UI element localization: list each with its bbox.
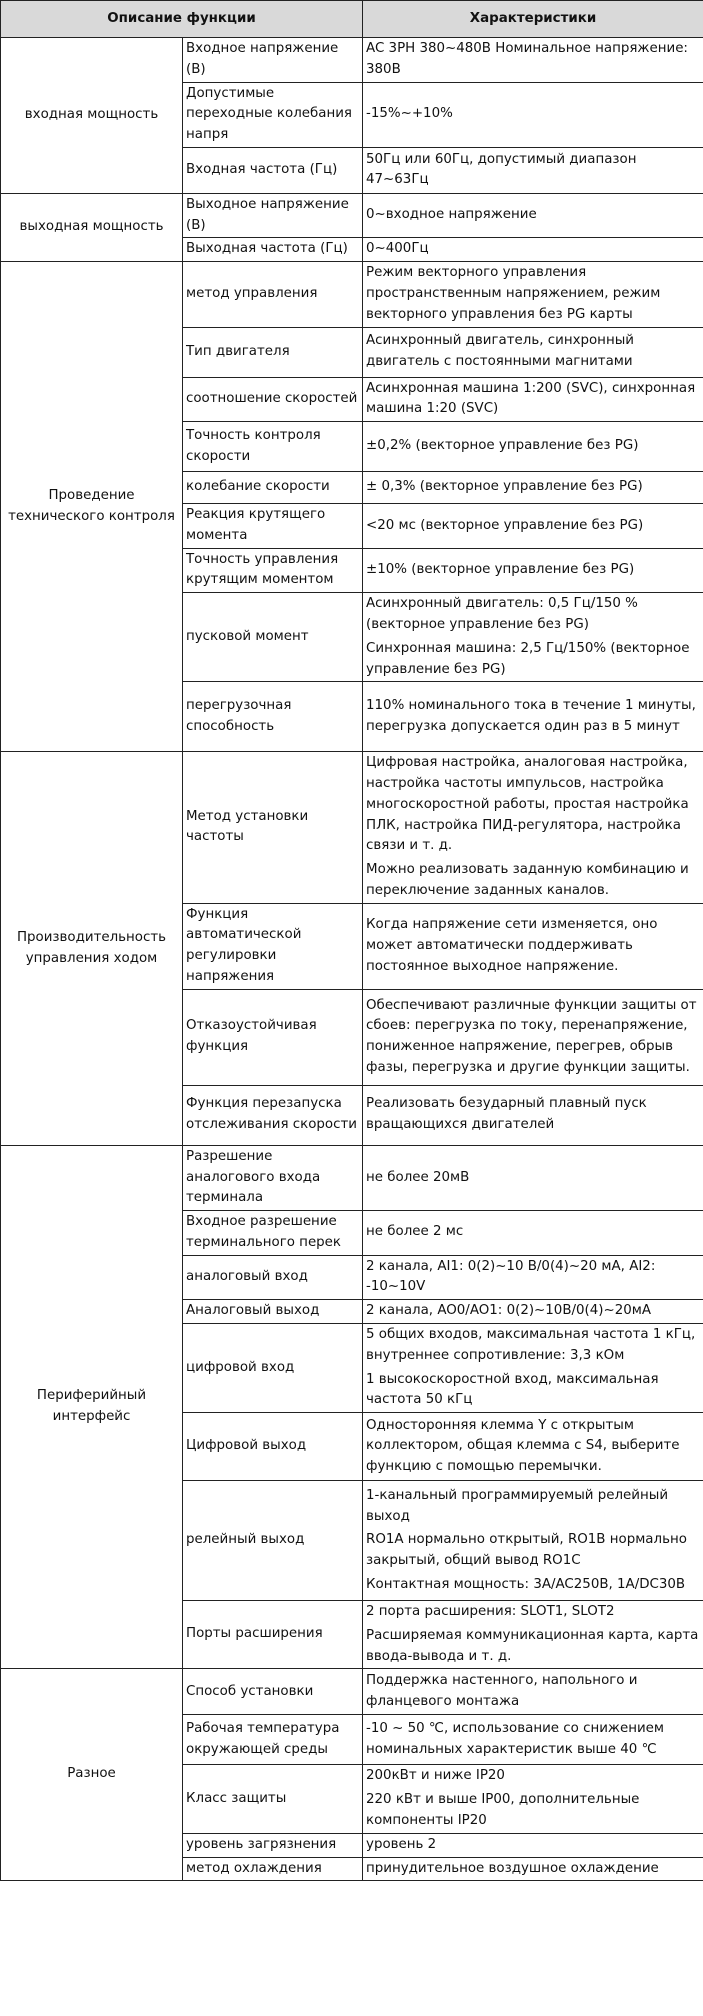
header-row — [1, 1, 703, 38]
table-row — [1, 38, 703, 83]
function-name-cell: Входная частота (Гц) — [183, 147, 363, 193]
characteristic-cell — [363, 682, 703, 752]
characteristic-text: Асинхронный двигатель, синхронный двигатель с постоянными магнитами — [366, 333, 634, 370]
characteristic-text: Можно реализовать заданную комбинацию и переключение заданных каналов. — [366, 862, 689, 898]
characteristic-text: ± 0,3% (векторное управление без PG) — [366, 479, 643, 495]
characteristic-cell — [363, 1211, 703, 1256]
characteristic-text: Синхронная машина: 2,5 Гц/150% (векторное управление без PG) — [366, 640, 690, 677]
characteristic-cell — [363, 82, 703, 147]
characteristic-text: -15%~+10% — [366, 106, 453, 122]
characteristic-cell — [363, 752, 703, 903]
characteristic-text: 1 высокоскоростной вход, максимальная частота 50 кГц — [366, 1371, 659, 1408]
characteristic-text: Когда напряжение сети изменяется, оно может автоматически поддерживать постоянное выходное напряжение. — [366, 917, 658, 974]
table-row — [1, 1145, 703, 1210]
function-name-cell: Допустимые переходные колебания напря — [183, 82, 363, 147]
characteristic-text: Реализовать безударный плавный пуск вращающихся двигателей — [366, 1096, 647, 1133]
characteristic-text: Поддержка настенного, напольного и фланцевого монтажа — [366, 1673, 638, 1709]
table-header — [1, 1, 703, 38]
function-name-cell: Аналоговый выход — [183, 1300, 363, 1324]
characteristic-text: 110% номинального тока в течение 1 минуты, перегрузка допускается один раз в 5 минут — [366, 698, 696, 734]
function-name-cell: Реакция крутящего момента — [183, 504, 363, 549]
table-row — [1, 752, 703, 903]
function-name-cell: аналоговый вход — [183, 1255, 363, 1300]
characteristic-text: -10 ~ 50 ℃, использование со снижением номинальных характеристик выше 40 ℃ — [366, 1721, 665, 1757]
category-cell: выходная мощность — [1, 193, 183, 262]
function-name-cell: соотношение скоростей — [183, 377, 363, 422]
characteristic-cell — [363, 1300, 703, 1324]
characteristic-text: 200кВт и ниже IP20 — [366, 1768, 505, 1784]
function-name-cell: метод охлаждения — [183, 1857, 363, 1881]
characteristic-text: AC 3PH 380~480В Номинальное напряжение: 380В — [366, 41, 688, 77]
characteristic-cell — [363, 1669, 703, 1715]
characteristic-text: уровень 2 — [366, 1836, 437, 1852]
characteristic-text: RO1A нормально открытый, RO1B нормально закрытый, общий вывод RO1C — [366, 1532, 687, 1569]
characteristic-cell — [363, 1413, 703, 1481]
characteristic-text: 5 общих входов, максимальная частота 1 кГц, внутреннее сопротивление: 3,3 кОм — [366, 1327, 696, 1363]
function-name-cell: Рабочая температура окружающей среды — [183, 1715, 363, 1765]
characteristic-cell — [363, 377, 703, 422]
characteristic-text: 0~400Гц — [366, 241, 429, 257]
characteristic-cell — [363, 327, 703, 377]
characteristic-text: Контактная мощность: 3A/AC250В, 1A/DC30В — [366, 1576, 686, 1592]
characteristic-cell — [363, 262, 703, 327]
characteristic-cell — [363, 147, 703, 193]
characteristic-cell — [363, 1833, 703, 1857]
characteristic-text: не более 2 мс — [366, 1224, 464, 1240]
characteristic-cell — [363, 989, 703, 1085]
characteristic-cell — [363, 422, 703, 472]
function-name-cell: Тип двигателя — [183, 327, 363, 377]
header-function-description: Описание функции — [1, 1, 363, 38]
function-name-cell: Метод установки частоты — [183, 752, 363, 903]
characteristic-text: <20 мс (векторное управление без PG) — [366, 517, 644, 533]
header-characteristics: Характеристики — [363, 1, 703, 38]
characteristic-text: 1-канальный программируемый релейный выход — [366, 1487, 669, 1524]
characteristic-cell — [363, 1324, 703, 1413]
function-name-cell: Функция перезапуска отслеживания скорости — [183, 1085, 363, 1145]
characteristic-text: принудительное воздушное охлаждение — [366, 1860, 659, 1876]
table-row — [1, 1669, 703, 1715]
function-name-cell: Входное разрешение терминального перек — [183, 1211, 363, 1256]
table-row — [1, 262, 703, 327]
table-row — [1, 193, 703, 238]
characteristic-cell — [363, 1255, 703, 1300]
characteristic-text: Цифровая настройка, аналоговая настройка, настройка частоты импульсов, настройка многоскоростной работы, простая настройка ПЛК, настройка ПИД-регулятора, настройка связи и т. д. — [366, 755, 689, 854]
function-name-cell: Функция автоматической регулировки напряжения — [183, 903, 363, 989]
characteristic-text: 0~входное напряжение — [366, 207, 537, 223]
characteristic-cell — [363, 1857, 703, 1881]
characteristic-cell — [363, 38, 703, 83]
characteristic-cell — [363, 593, 703, 682]
characteristic-text: 2 канала, AI1: 0(2)~10 В/0(4)~20 мА, AI2: -10~10V — [366, 1258, 656, 1295]
function-name-cell: колебание скорости — [183, 472, 363, 504]
characteristic-cell — [363, 1085, 703, 1145]
characteristic-cell — [363, 1601, 703, 1669]
characteristic-cell — [363, 238, 703, 262]
category-cell: Периферийный интерфейс — [1, 1145, 183, 1669]
characteristic-text: Асинхронный двигатель: 0,5 Гц/150 % (векторное управление без PG) — [366, 596, 638, 633]
function-name-cell: Выходная частота (Гц) — [183, 238, 363, 262]
characteristic-cell — [363, 903, 703, 989]
function-name-cell: уровень загрязнения — [183, 1833, 363, 1857]
characteristic-cell — [363, 1765, 703, 1833]
function-name-cell: релейный выход — [183, 1481, 363, 1601]
characteristic-text: Асинхронная машина 1:200 (SVC), синхронная машина 1:20 (SVC) — [366, 380, 696, 417]
function-name-cell: Способ установки — [183, 1669, 363, 1715]
function-name-cell: Входное напряжение (В) — [183, 38, 363, 83]
characteristic-text: Режим векторного управления пространственным напряжением, режим векторного управления без PG карты — [366, 265, 661, 322]
characteristic-text: ±0,2% (векторное управление без PG) — [366, 438, 639, 454]
characteristic-text: Расширяемая коммуникационная карта, карта ввода-вывода и т. д. — [366, 1627, 699, 1664]
category-cell: Разное — [1, 1669, 183, 1881]
function-name-cell: Порты расширения — [183, 1601, 363, 1669]
function-name-cell: Цифровой выход — [183, 1413, 363, 1481]
characteristic-cell — [363, 1481, 703, 1601]
category-cell: Производительность управления ходом — [1, 752, 183, 1145]
characteristic-text: Обеспечивают различные функции защиты от сбоев: перегрузка по току, перенапряжение, пониженное напряжение, перегрев, обрыв фазы, перегрузка и другие функции защиты. — [366, 997, 697, 1075]
characteristic-cell — [363, 193, 703, 238]
characteristic-cell — [363, 1715, 703, 1765]
function-name-cell: Класс защиты — [183, 1765, 363, 1833]
characteristic-text: 2 порта расширения: SLOT1, SLOT2 — [366, 1604, 615, 1620]
function-name-cell: Точность управления крутящим моментом — [183, 548, 363, 593]
characteristic-cell — [363, 504, 703, 549]
characteristic-text: 220 кВт и выше IP00, дополнительные компоненты IP20 — [366, 1792, 640, 1828]
characteristic-cell — [363, 548, 703, 593]
category-cell: входная мощность — [1, 38, 183, 194]
function-name-cell: пусковой момент — [183, 593, 363, 682]
characteristic-text: не более 20мВ — [366, 1169, 470, 1185]
characteristic-cell — [363, 1145, 703, 1210]
function-name-cell: Разрешение аналогового входа терминала — [183, 1145, 363, 1210]
characteristic-text: 2 канала, AO0/AO1: 0(2)~10В/0(4)~20мА — [366, 1303, 652, 1319]
function-name-cell: Отказоустойчивая функция — [183, 989, 363, 1085]
function-name-cell: Выходное напряжение (В) — [183, 193, 363, 238]
characteristic-text: 50Гц или 60Гц, допустимый диапазон 47~63Гц — [366, 151, 637, 188]
category-cell: Проведение технического контроля — [1, 262, 183, 752]
characteristic-text: ±10% (векторное управление без PG) — [366, 562, 635, 578]
table-body — [1, 38, 703, 1881]
function-name-cell: Точность контроля скорости — [183, 422, 363, 472]
characteristic-text: Односторонняя клемма Y с открытым коллектором, общая клемма с S4, выберите функцию с помощью перемычки. — [366, 1417, 680, 1475]
function-name-cell: перегрузочная способность — [183, 682, 363, 752]
function-name-cell: метод управления — [183, 262, 363, 327]
function-name-cell: цифровой вход — [183, 1324, 363, 1413]
characteristic-cell — [363, 472, 703, 504]
